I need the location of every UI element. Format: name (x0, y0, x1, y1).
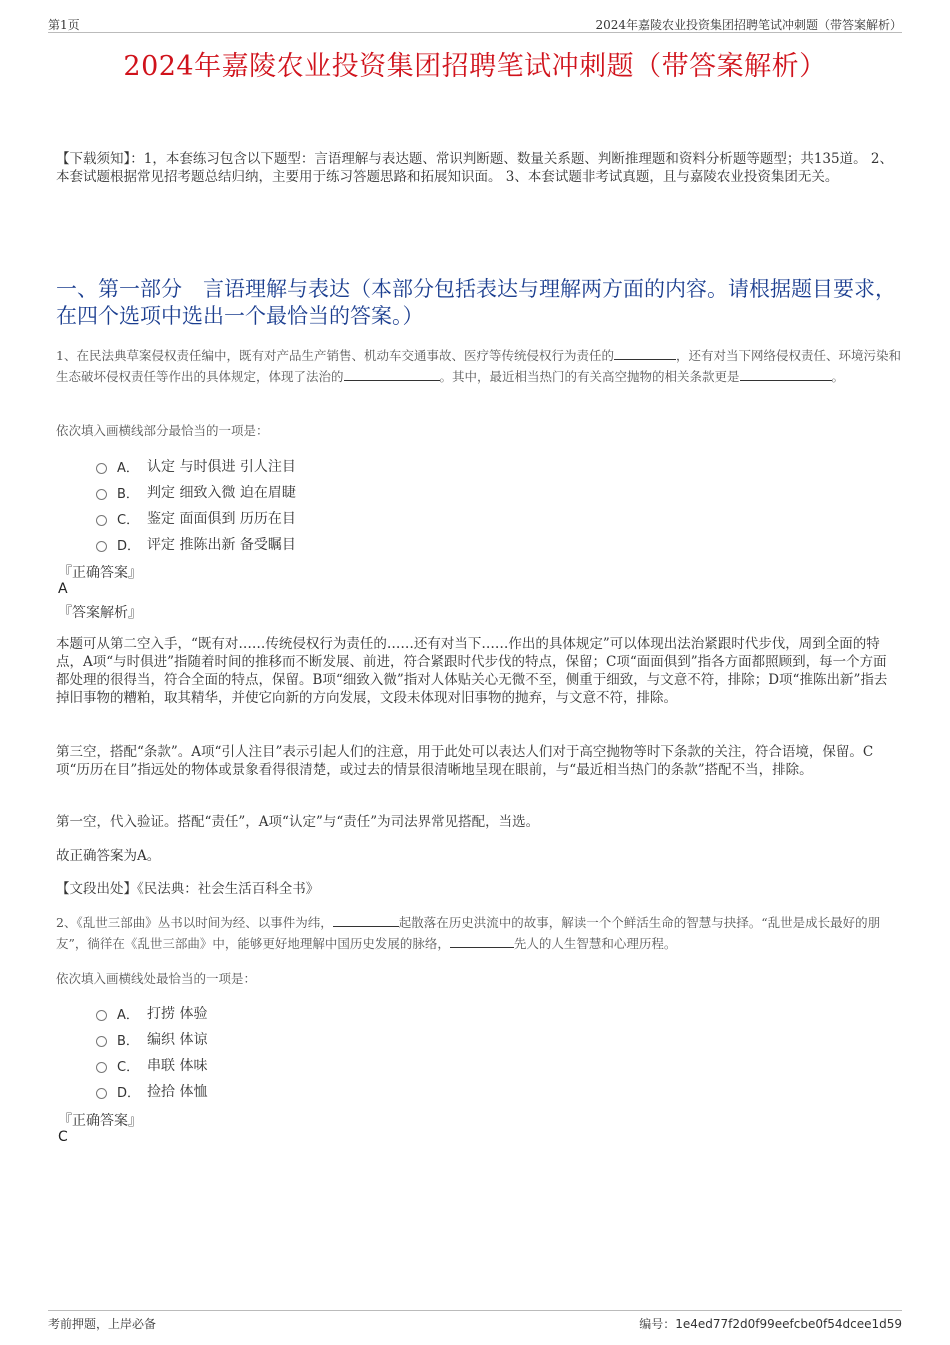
option-a[interactable]: A． 认定 与时俱进 引人注目 (96, 453, 296, 479)
page-header (48, 14, 902, 33)
option-c[interactable]: C． 鉴定 面面俱到 历历在目 (96, 505, 296, 531)
blank-2 (450, 935, 514, 948)
section-title: 一、第一部分 言语理解与表达（本部分包括表达与理解两方面的内容。请根据题目要求，在四个选项中选出一个最恰当的答案。） (56, 277, 896, 328)
page-title: 2024年嘉陵农业投资集团招聘笔试冲刺题（带答案解析） (123, 51, 827, 82)
question-1-text: 1、在民法典草案侵权责任编中，既有对产品生产销售、机动车交通事故、医疗等传统侵权行为责任的 ，还有对当下网络侵权责任、环境污染和生态破坏侵权责任等作出的具体规定，体现了法治的 。其中，最近相当热门的有关高空抛物的相关条款更是 。 (56, 348, 901, 384)
radio-icon[interactable] (96, 1010, 107, 1021)
analysis-paragraph: 本题可从第二空入手，“既有对……传统侵权行为责任的……还有对当下……作出的具体规定”可以体现出法治紧跟时代步伐，周到全面的特点，A项“与时俱进”指随着时间的推移而不断发展、前进，符合紧跟时代步伐的特点，保留；C项“面面俱到”指各方面都照顾到，每一个方面都处理的很得当，符合全面的特点，保留。B项“细致入微”指对人体贴关心无微不至，侧重于细致，与文意不符，排除；D项“推陈出新”指去掉旧事物的糟粕，取其精华，并使它向新的方向发展，文段未体现对旧事物的抛弃，与文意不符，排除。 (56, 636, 888, 706)
question-2-text: 2、《乱世三部曲》丛书以时间为经、以事件为纬， 起散落在历史洪流中的故事，解读一个个鲜活生命的智慧与抉择。“乱世是成长最好的朋友”，徜徉在《乱世三部曲》中，能够更好地理解中国历史发展的脉络， 先人的人生智慧和心理历程。 (56, 915, 881, 951)
footer-slogan: 考前押题，上岸必备 (48, 1317, 157, 1331)
option-d[interactable]: D． 捡拾 体恤 (96, 1078, 207, 1104)
page-footer (48, 1310, 902, 1335)
footer-code: 编号：1e4ed77f2d0f99eefcbe0f54dcee1d59 (639, 1317, 902, 1331)
question-2-prompt: 依次填入画横线处最恰当的一项是： (56, 971, 257, 986)
analysis-paragraph: 第一空，代入验证。搭配“责任”，A项“认定”与“责任”为司法界常见搭配，当选。 (56, 814, 540, 830)
option-b[interactable]: B． 判定 细致入微 迫在眉睫 (96, 479, 296, 505)
radio-icon[interactable] (96, 515, 107, 526)
answer-value: C (58, 1129, 68, 1145)
blank-2 (344, 368, 440, 381)
answer-label: 『正确答案』 (58, 1113, 142, 1129)
radio-icon[interactable] (96, 1088, 107, 1099)
radio-icon[interactable] (96, 541, 107, 552)
blank-1 (614, 347, 676, 360)
header-doc-title: 2024年嘉陵农业投资集团招聘笔试冲刺题（带答案解析） (595, 18, 902, 32)
question-1-prompt: 依次填入画横线部分最恰当的一项是： (56, 423, 269, 438)
radio-icon[interactable] (96, 1036, 107, 1047)
analysis-paragraph: 故正确答案为A。 (56, 848, 161, 864)
option-b[interactable]: B． 编织 体谅 (96, 1026, 207, 1052)
page-number: 第1页 (48, 18, 80, 32)
answer-value: A (58, 581, 68, 597)
answer-label: 『正确答案』 (58, 565, 142, 581)
question-2-options (96, 1000, 207, 1104)
option-c[interactable]: C． 串联 体味 (96, 1052, 207, 1078)
blank-3 (740, 368, 832, 381)
radio-icon[interactable] (96, 463, 107, 474)
option-a[interactable]: A． 打捞 体验 (96, 1000, 207, 1026)
radio-icon[interactable] (96, 1062, 107, 1073)
question-1-options (96, 453, 296, 557)
download-notice: 【下载须知】：1，本套练习包含以下题型：言语理解与表达题、常识判断题、数量关系题、判断推理题和资料分析题等题型；共135道。 2、本套试题根据常见招考题总结归纳，主要用于练习答题思路和拓展知识面。 3、本套试题非考试真题，且与嘉陵农业投资集团无关。 (56, 151, 893, 185)
radio-icon[interactable] (96, 489, 107, 500)
analysis-paragraph: 第三空，搭配“条款”。A项“引人注目”表示引起人们的注意，用于此处可以表达人们对于高空抛物等时下条款的关注，符合语境，保留。C项“历历在目”指远处的物体或景象看得很清楚，或过去的情景很清晰地呈现在眼前，与“最近相当热门的条款”搭配不当，排除。 (56, 744, 874, 778)
blank-1 (333, 914, 399, 927)
analysis-label: 『答案解析』 (58, 605, 142, 621)
option-d[interactable]: D． 评定 推陈出新 备受瞩目 (96, 531, 296, 557)
analysis-source: 【文段出处】《民法典：社会生活百科全书》 (56, 881, 320, 897)
